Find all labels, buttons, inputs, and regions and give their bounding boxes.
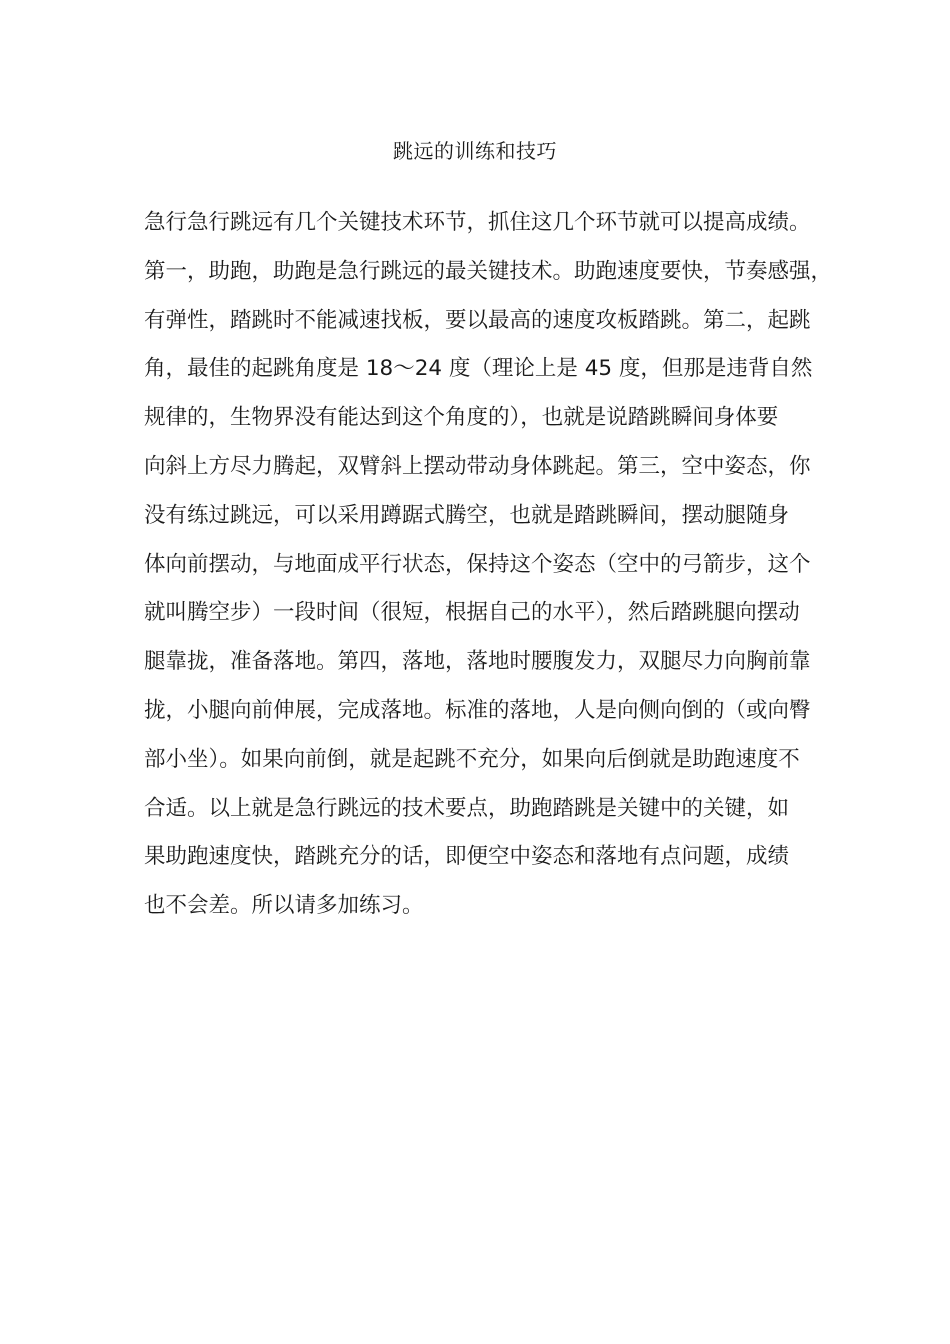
body-line: 有弹性，踏跳时不能减速找板，要以最高的速度攻板踏跳。第二，起跳 [144, 307, 811, 333]
body-line: 部小坐）。如果向前倒，就是起跳不充分，如果向后倒就是助跑速度不 [144, 746, 800, 772]
body-line: 没有练过跳远，可以采用蹲踞式腾空，也就是踏跳瞬间，摆动腿随身 [144, 502, 790, 528]
body-line: 第一，助跑，助跑是急行跳远的最关键技术。助跑速度要快，节奏感强， [144, 258, 833, 284]
body-line: 果助跑速度快，踏跳充分的话，即便空中姿态和落地有点问题，成绩 [144, 844, 790, 870]
body-line: 角，最佳的起跳角度是 18～24 度（理论上是 45 度，但那是违背自然 [144, 356, 813, 382]
body-line: 急行急行跳远有几个关键技术环节，抓住这几个环节就可以提高成绩。 [144, 210, 811, 235]
body-line: 腿靠拢，准备落地。第四，落地，落地时腰腹发力，双腿尽力向胸前靠 [144, 649, 811, 675]
body-line: 就叫腾空步）一段时间（很短，根据自己的水平），然后踏跳腿向摆动 [144, 600, 800, 626]
body-line: 合适。以上就是急行跳远的技术要点，助跑踏跳是关键中的关键，如 [144, 795, 790, 821]
body-line: 向斜上方尽力腾起，双臂斜上摆动带动身体跳起。第三，空中姿态，你 [144, 453, 811, 479]
document-body [144, 199, 833, 931]
body-line: 也不会差。所以请多加练习。 [144, 893, 424, 919]
body-line: 体向前摆动，与地面成平行状态，保持这个姿态（空中的弓箭步，这个 [144, 551, 811, 577]
body-line: 规律的，生物界没有能达到这个角度的），也就是说踏跳瞬间身体要 [144, 405, 779, 431]
body-line: 拢，小腿向前伸展，完成落地。标准的落地，人是向侧向倒的（或向臀 [144, 697, 811, 723]
document-title: 跳远的训练和技巧 [393, 139, 557, 163]
